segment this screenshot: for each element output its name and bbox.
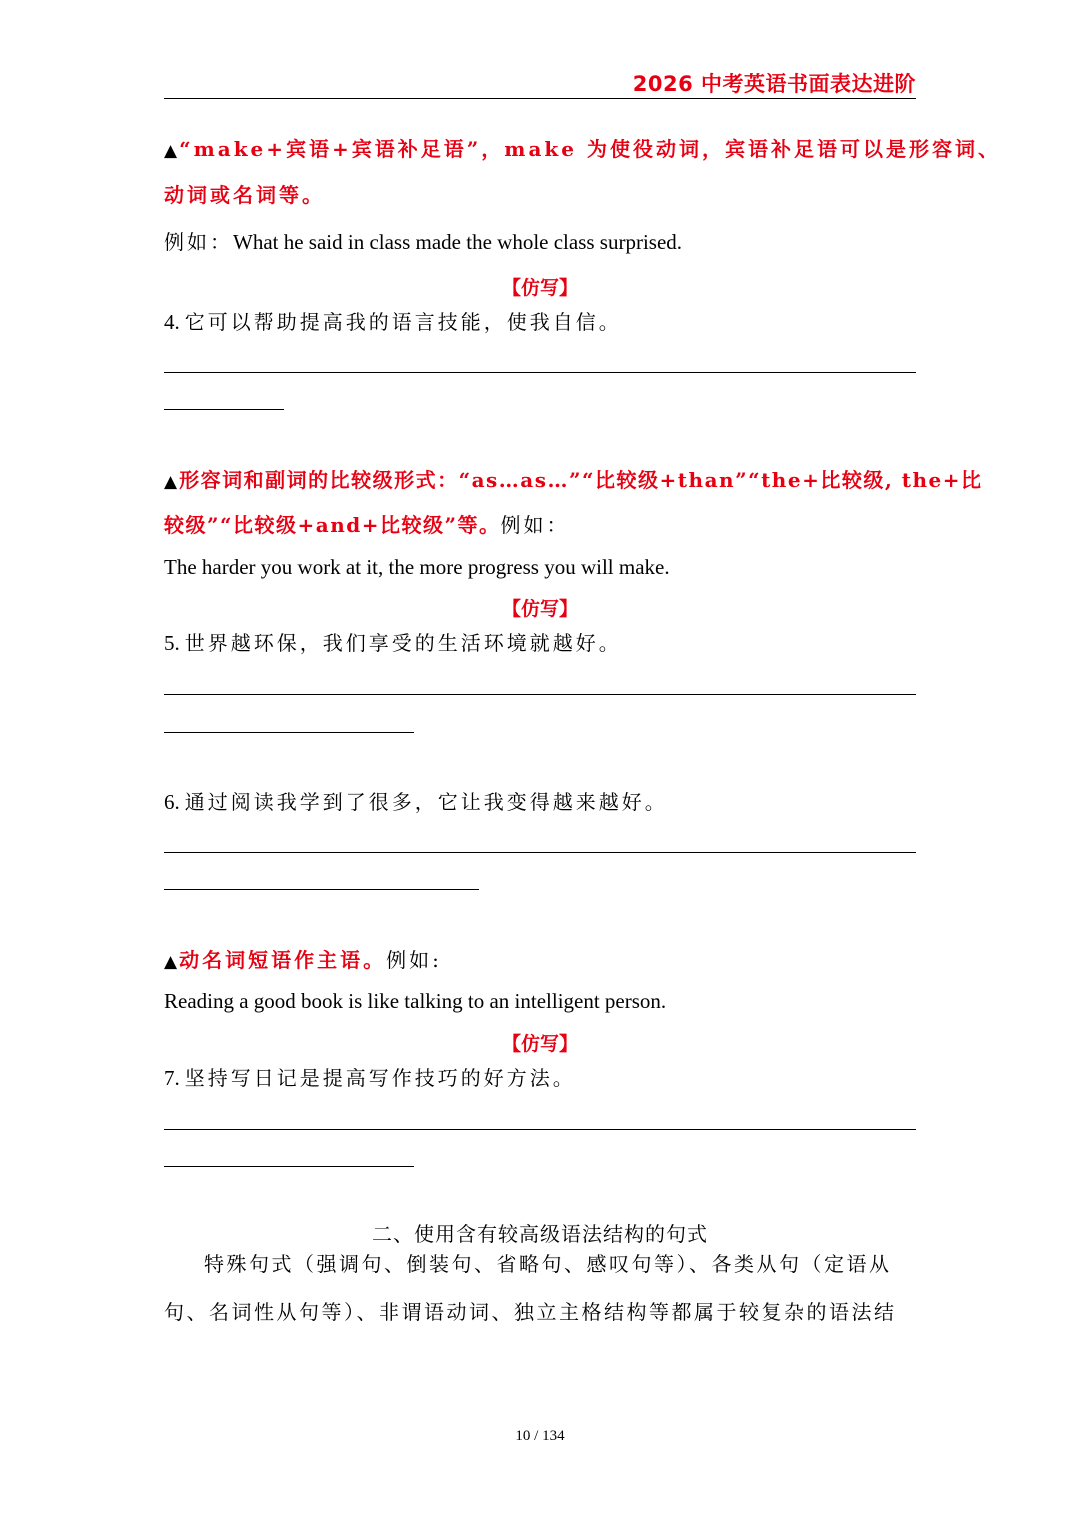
- triangle-marker: ▲: [164, 952, 178, 972]
- question-text: 通过阅读我学到了很多，它让我变得越来越好。: [184, 790, 668, 814]
- gerund-example: [164, 989, 666, 1014]
- question-text: 世界越环保，我们享受的生活环境就越好。: [184, 631, 622, 655]
- example-sentence: What he said in class made the whole class surprised.: [233, 230, 683, 254]
- answer-line[interactable]: [164, 409, 284, 410]
- question-6: [164, 786, 668, 815]
- gerund-rule: [164, 944, 442, 973]
- fangxie-label: 【仿写】: [501, 277, 578, 299]
- question-4: [164, 306, 622, 335]
- paragraph-text: 特殊句式（强调句、倒装句、省略句、感叹句等）、各类从句（定语从: [204, 1252, 892, 1276]
- answer-line[interactable]: [164, 372, 916, 373]
- make-rule-line2: [164, 179, 325, 208]
- section-heading: 二、使用含有较高级语法结构的句式: [372, 1222, 708, 1246]
- comparison-rule-line2: [164, 509, 570, 538]
- page-number: 10 / 134: [515, 1428, 565, 1444]
- question-number: 4.: [164, 310, 180, 334]
- question-text: 它可以帮助提高我的语言技能，使我自信。: [184, 310, 622, 334]
- example-sentence: Reading a good book is like talking to an intelligent person.: [164, 989, 667, 1013]
- header-title: 2026 中考英语书面表达进阶: [632, 72, 916, 96]
- paragraph-line2: [164, 1296, 897, 1325]
- question-text: 坚持写日记是提高写作技巧的好方法。: [184, 1066, 576, 1090]
- answer-line[interactable]: [164, 1129, 916, 1130]
- paragraph-line1: [204, 1248, 892, 1277]
- header-divider: [164, 98, 916, 99]
- example-prefix: 例如:: [386, 948, 442, 972]
- example-prefix: 例如：: [164, 230, 233, 254]
- example-prefix: 例如：: [500, 513, 570, 537]
- question-number: 6.: [164, 790, 180, 814]
- gerund-rule-text: 动名词短语作主语。: [179, 948, 387, 972]
- answer-line[interactable]: [164, 889, 479, 890]
- make-rule-text: “make+宾语+宾语补足语”，make 为使役动词，宾语补足语可以是形容词、: [179, 137, 1001, 161]
- question-number: 7.: [164, 1066, 180, 1090]
- comparison-rule-text: 形容词和副词的比较级形式：“as…as…”“比较级+than”“the+比较级, the+比: [179, 468, 983, 492]
- paragraph-text: 句、名词性从句等）、非谓语动词、独立主格结构等都属于较复杂的语法结: [164, 1300, 897, 1324]
- make-rule-text-cont: 动词或名词等。: [164, 183, 325, 207]
- triangle-marker: ▲: [164, 472, 178, 492]
- example-sentence: The harder you work at it, the more progress you will make.: [164, 555, 670, 579]
- answer-line[interactable]: [164, 732, 414, 733]
- fangxie-label: 【仿写】: [501, 1033, 578, 1055]
- comparison-rule-line1: [164, 464, 983, 493]
- comparison-example: [164, 555, 670, 580]
- make-example: [164, 226, 682, 255]
- make-rule-line1: [164, 133, 1001, 162]
- question-7: [164, 1062, 576, 1091]
- question-number: 5.: [164, 631, 180, 655]
- question-5: [164, 627, 622, 656]
- answer-line[interactable]: [164, 694, 916, 695]
- comparison-rule-text-cont: 较级”“比较级+and+比较级”等。: [164, 513, 501, 537]
- answer-line[interactable]: [164, 852, 916, 853]
- triangle-marker: ▲: [164, 141, 178, 161]
- fangxie-label: 【仿写】: [501, 598, 578, 620]
- answer-line[interactable]: [164, 1166, 414, 1167]
